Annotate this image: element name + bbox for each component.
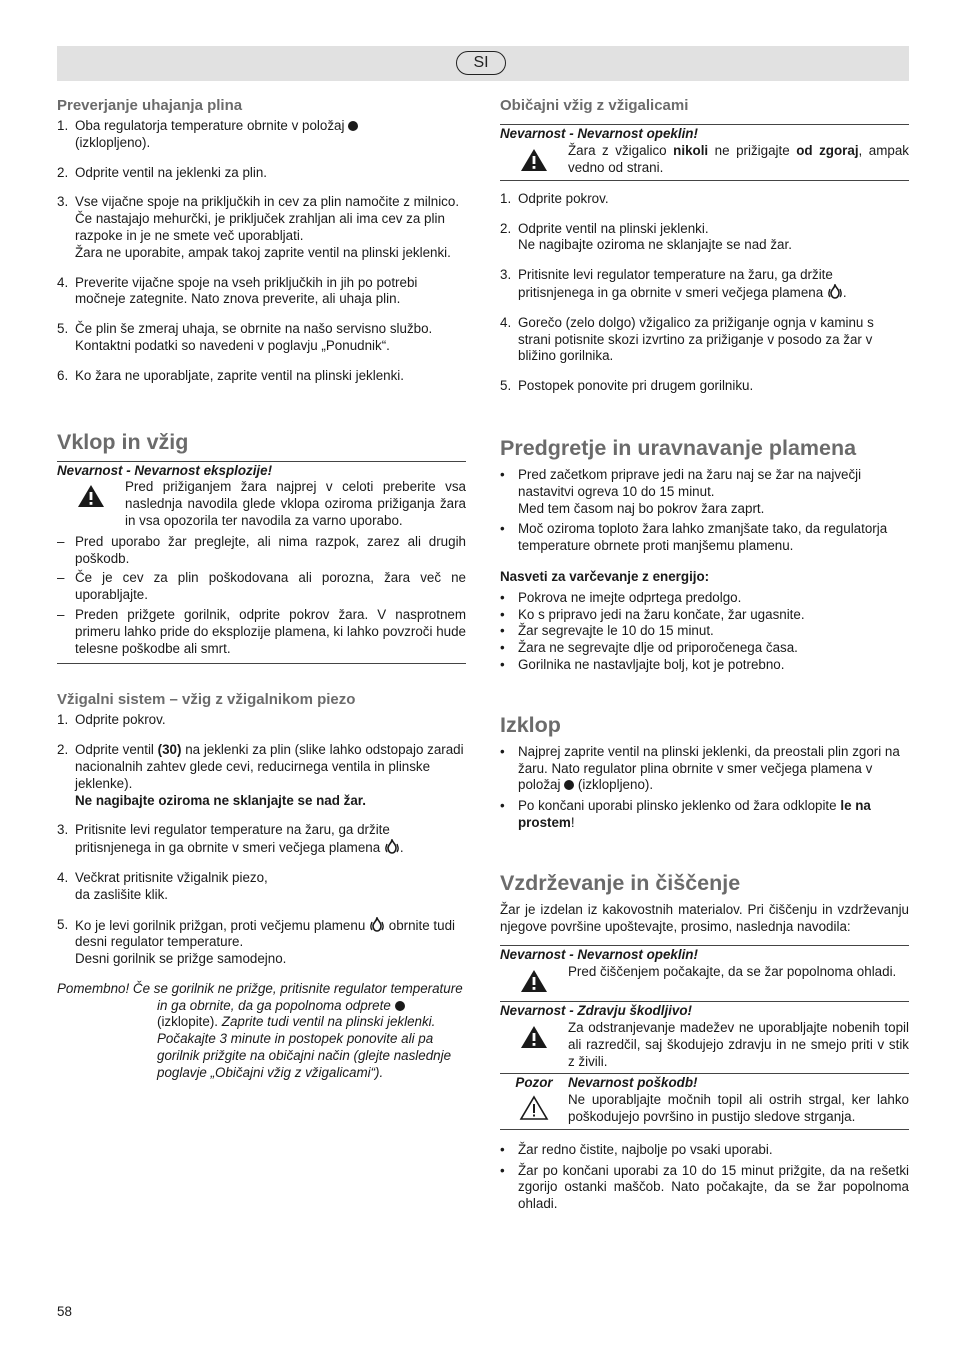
leak-check-steps [57,118,466,385]
explosion-warning-box [57,461,466,665]
care-heading: Vzdrževanje in čiščenje [500,870,741,895]
caution-label: Pozor [515,1075,553,1091]
warning-text: Žara z vžigalico nikoli ne prižigajte od zgoraj, ampak vedno od strani. [568,142,909,175]
cleaning-list [500,1142,909,1213]
list-item: 1. Odprite pokrov. [57,712,166,728]
energy-tips-heading: Nasveti za varčevanje z energijo: [500,568,710,584]
piezo-heading: Vžigalni sistem – vžig z vžigalnikom piezo [57,691,356,709]
switch-off-list [500,744,909,832]
warning-title: Nevarnost - Nevarnost eksplozije! [57,462,273,478]
list-item: 6. Ko žara ne uporabljate, zaprite ventil na plinski jeklenki. [57,367,404,383]
off-position-icon [348,121,358,131]
list-item: 3. Pritisnite levi regulator temperature na žaru, ga držite pritisnjenega in ga obrnite v smeri večjega plamena . [500,267,847,300]
matches-heading: Običajni vžig z vžigalicami [500,97,689,114]
list-item: 1. Odprite pokrov. [500,190,609,206]
caution-title: Nevarnost poškodb! [568,1075,698,1091]
big-flame-icon [827,284,843,299]
page-number: 58 [57,1304,72,1319]
list-item: • Pokrova ne imejte odprtega predolgo. [500,589,742,605]
ignition-heading: Vklop in vžig [57,429,189,454]
list-item: • Žara ne segrevajte dlje od priporočenega časa. [500,640,798,656]
warning-title: Nevarnost - Zdravju škodljivo! [500,1003,692,1019]
warning-triangle-icon [57,479,125,513]
list-item: 1. Oba regulatorja temperature obrnite v položaj (izklopljeno). [57,118,466,152]
list-item: 5. Ko je levi gorilnik prižgan, proti večjemu plamenu obrnite tudi desni regulator temperature. Desni gorilnik se prižge samodejno. [57,916,456,967]
left-column [57,96,466,1082]
health-warning-box [500,1002,909,1074]
list-item: • Po končani uporabi plinsko jeklenko od žara odklopite le na prostem! [500,798,871,830]
list-item: 2. Odprite ventil (30) na jeklenki za plin (slike lahko odstopajo zaradi nacionalnih zahtev glede cevi, reducirnega ventila in plinske jeklenke). Ne nagibajte oziroma ne sklanjajte se nad žar. [57,742,464,808]
piezo-steps [57,712,466,968]
list-item: 2. Odprite ventil na plinski jeklenki. Ne nagibajte oziroma ne sklanjajte se nad žar. [500,220,792,253]
list-item: • Žar redno čistite, najbolje po vsaki uporabi. [500,1141,773,1157]
big-flame-icon [384,839,400,854]
off-position-icon [564,780,574,790]
warning-text: Pred čiščenjem počakajte, da se žar popolnoma ohladi. [568,964,897,980]
warning-title: Nevarnost - Nevarnost opeklin! [500,126,698,141]
safety-checklist [57,534,466,658]
match-ignition-steps [500,191,909,395]
list-item: • Pred začetkom priprave jedi na žaru naj se žar na največji nastavitvi ogreva 10 do 15 minut. Med tem časom naj bo pokrov žara zaprt. [500,466,862,516]
leak-check-heading: Preverjanje uhajanja plina [57,97,243,114]
list-item: • Ko s pripravo jedi na žaru končate, žar ugasnite. [500,606,805,622]
list-item: – Pred uporabo žar preglejte, ali nima razpok, zarez ali drugih poškodb. [57,533,466,566]
important-note: Pomembno! Če se gorilnik ne prižge, pritisnite regulator temperature in ga obrnite, da ga popolnoma odprete (izklopite). Zaprite tudi ventil na plinski jeklenki. Počakajte 3 minute in postopek ponovite ali pa gorilnik prižgite na običajni način (glejte naslednje poglavje „Običajni vžig z vžigalicami“). [57,980,463,1080]
list-item: • Gorilnika ne nastavljajte bolj, kot je potrebno. [500,656,785,672]
list-item: 5. Postopek ponovite pri drugem gorilniku. [500,378,754,394]
list-item: 4. Preverite vijačne spoje na vseh priključkih in jih po potrebi močneje zategnite. Nato znova preverite, ali uhaja plin. [57,274,418,307]
burn-warning-box [500,945,909,1002]
list-item: 2. Odprite ventil na jeklenki za plin. [57,164,268,180]
right-column [500,96,909,1217]
warning-triangle-icon [500,1020,568,1054]
preheat-heading: Predgretje in uravnavanje plamena [500,435,857,460]
caution-triangle-icon [500,1095,568,1126]
burn-warning-box [500,124,909,181]
list-item: • Žar segrevajte le 10 do 15 minut. [500,623,714,639]
list-item: – Preden prižgete gorilnik, odprite pokrov žara. V nasprotnem primeru lahko pride do eksplozije plamena, ki lahko povzroči hude telesne poškodbe ali smrt. [57,606,466,656]
damage-caution-box [500,1074,909,1130]
care-intro: Žar je izdelan iz kakovostnih materialov. Pri čiščenju in vzdrževanju njegove površine upoštevajte, prosimo, naslednja navodila: [500,901,909,934]
list-item: 4. Gorečo (zelo dolgo) vžigalico za prižiganje ognja v kaminu s strani potisnite skozi izvrtino za prižiganje v posodo za žar v bližino gorilnika. [500,314,874,364]
list-item: • Moč oziroma toploto žara lahko zmanjšate tako, da regulatorja temperature obrnete proti manjšemu plamenu. [500,521,888,554]
list-item: • Žar po končani uporabi za 10 do 15 minut prižgite, da na rešetki zgorijo ostanki maščob. Nato počakajte, da se žar popolnoma ohladi. [500,1162,909,1212]
big-flame-icon [369,917,385,932]
warning-text: Za odstranjevanje madežev ne uporabljajte nobenih topil ali razredčil, saj škodujejo zdravju in ne smejo priti v stik z živili. [568,1019,909,1069]
list-item: – Če je cev za plin poškodovana ali porozna, žara več ne uporabljajte. [57,570,466,603]
off-position-icon [395,1001,405,1011]
warning-triangle-icon [500,964,568,998]
caution-text: Ne uporabljajte močnih topil ali ostrih strgal, ker lahko poškodujejo površino in pustijo sledove strganja. [568,1092,909,1124]
list-item: • Najprej zaprite ventil na plinski jeklenki, da preostali plin zgori na žaru. Nato regulator plina obrnite v smer večjega plamena v položaj (izklopljeno). [500,743,900,793]
switch-off-heading: Izklop [500,712,561,737]
energy-tips-list [500,590,909,674]
warning-title: Nevarnost - Nevarnost opeklin! [500,947,698,963]
warning-triangle-icon [500,143,568,177]
list-item: 5. Če plin še zmeraj uhaja, se obrnite na našo servisno službo. Kontaktni podatki so navedeni v poglavju „Ponudnik“. [57,321,433,353]
list-item: 3. Vse vijačne spoje na priključkih in cev za plin namočite z milnico. Če nastajajo mehurčki, je priključek zrahljan ali ima cev za plin razpoke in je ne smete več uporabljati. Žara ne uporabite, ampak takoj zaprite ventil na plinski jeklenki. [57,194,460,260]
list-item: 3. Pritisnite levi regulator temperature na žaru, ga držite pritisnjenega in ga obrnite v smeri večjega plamena . [57,822,404,856]
warning-text: Pred prižiganjem žara najprej v celoti preberite vsa naslednja navodila glede vklopa oziroma prižiganja žara in vsa opozorila ter navodila za varno uporabo. [125,479,466,528]
list-item: 4. Večkrat pritisnite vžigalnik piezo, da zaslišite klik. [57,869,268,902]
preheat-list [500,467,909,555]
language-badge: SI [456,51,506,75]
